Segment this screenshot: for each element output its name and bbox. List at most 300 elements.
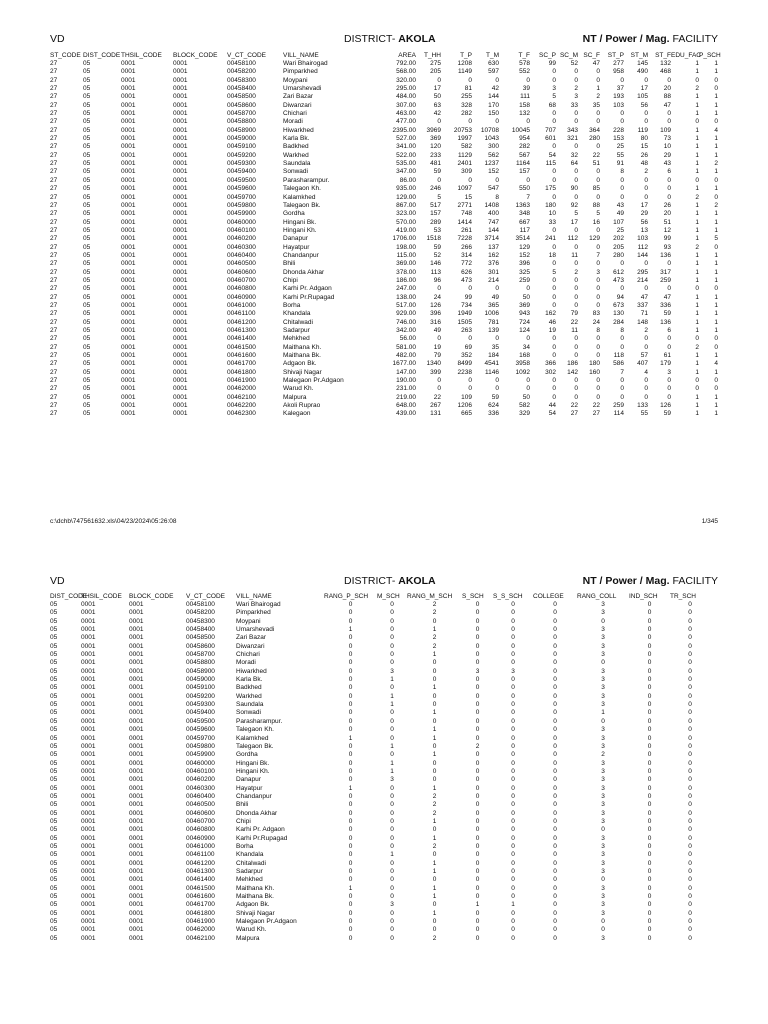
table-cell: 3514 xyxy=(515,235,530,243)
table-cell: 1 xyxy=(695,226,699,234)
table-cell: 00459100 xyxy=(186,684,215,692)
table-cell: 2 xyxy=(714,201,718,209)
table-cell: 29 xyxy=(663,151,671,159)
column-header: V_CT_CODE xyxy=(186,593,226,600)
table-cell: 0 xyxy=(647,851,652,859)
table-cell: Maithana Bk. xyxy=(283,352,321,360)
table-cell: 1 xyxy=(432,909,437,917)
table-cell: Chipi xyxy=(236,817,251,825)
table-row xyxy=(50,77,718,85)
table-cell: Diwanzari xyxy=(283,101,312,109)
table-cell: 5 xyxy=(437,193,441,201)
table-cell: 255 xyxy=(461,93,472,101)
table-cell: 0001 xyxy=(81,659,96,667)
table-cell: 05 xyxy=(50,726,58,734)
table-cell: 54 xyxy=(548,151,556,159)
table-cell: 00459700 xyxy=(227,193,256,201)
table-cell: 0 xyxy=(348,767,353,775)
table-cell: 0 xyxy=(475,601,480,608)
table-cell: 05 xyxy=(50,792,58,800)
table-cell: 473 xyxy=(461,276,472,284)
table-cell: 0001 xyxy=(173,101,188,109)
table-cell: 27 xyxy=(50,160,58,168)
table-cell: Dhonda Akhar xyxy=(283,268,325,276)
table-cell: 2 xyxy=(695,243,699,251)
table-cell: 00461600 xyxy=(186,893,215,901)
table-cell: 1129 xyxy=(458,151,472,159)
table-cell: 419.00 xyxy=(396,226,416,234)
table-cell: 341.00 xyxy=(396,143,416,151)
table-cell: 0001 xyxy=(129,851,144,859)
table-cell: 0 xyxy=(667,335,671,343)
table-cell: 3 xyxy=(601,893,605,901)
table-cell: 0 xyxy=(688,601,692,608)
table-cell: 1 xyxy=(695,168,699,176)
table-cell: 1 xyxy=(432,784,437,792)
table-cell: 0001 xyxy=(121,268,136,276)
table-cell: 0 xyxy=(574,276,578,284)
table-cell: 00462200 xyxy=(227,402,256,410)
table-cell: 0001 xyxy=(129,934,144,942)
table-row xyxy=(50,135,718,143)
table-cell: 3 xyxy=(601,609,605,617)
table-cell: 0 xyxy=(553,851,557,859)
table-cell: 0 xyxy=(475,726,480,734)
table-cell: 05 xyxy=(50,851,58,859)
table-cell: Chichari xyxy=(236,651,260,659)
table-cell: 0 xyxy=(495,335,499,343)
table-cell: 0 xyxy=(667,193,671,201)
table-row xyxy=(50,776,710,784)
table-cell: 139 xyxy=(488,327,499,334)
table-cell: Talegaon Bk. xyxy=(283,201,321,209)
table-cell: 00459900 xyxy=(227,210,256,218)
table-cell: 32 xyxy=(570,151,578,159)
table-cell: 6 xyxy=(667,327,671,334)
table-cell: 52 xyxy=(433,251,441,259)
table-cell: 0001 xyxy=(121,235,136,243)
table-cell: 0 xyxy=(553,601,557,608)
table-cell: 3714 xyxy=(484,235,499,243)
column-header: P_SCH xyxy=(699,52,721,59)
table-cell: 3 xyxy=(475,667,480,675)
table-cell: 648.00 xyxy=(396,402,416,410)
table-cell: 27 xyxy=(50,310,58,318)
table-cell: 4 xyxy=(714,126,718,134)
table-cell: 329 xyxy=(519,410,530,418)
table-cell: 56 xyxy=(640,101,648,109)
table-cell: 1 xyxy=(714,318,718,326)
table-cell: 0 xyxy=(596,301,600,309)
table-cell: 27 xyxy=(50,218,58,226)
table-cell: Warkhed xyxy=(236,692,262,700)
table-row xyxy=(50,244,718,252)
table-cell: 0 xyxy=(511,692,515,700)
table-cell: 27 xyxy=(50,85,58,93)
table-cell: 168 xyxy=(519,352,530,360)
table-cell: 05 xyxy=(50,742,58,750)
table-cell: 0 xyxy=(511,926,515,934)
table-cell: 47 xyxy=(592,60,600,67)
table-cell: 0001 xyxy=(173,110,188,118)
table-cell: 0 xyxy=(714,335,718,343)
column-header: T_P xyxy=(460,52,472,59)
table-cell: 1 xyxy=(390,742,394,750)
table-cell: 16 xyxy=(592,218,600,226)
table-cell: 0001 xyxy=(173,226,188,234)
table-cell: 0 xyxy=(647,893,652,901)
table-cell: Zari Bazar xyxy=(236,634,266,642)
table-cell: 39 xyxy=(522,85,530,93)
table-cell: 0001 xyxy=(173,68,188,76)
table-row xyxy=(50,643,710,651)
table-cell: 0 xyxy=(552,76,556,84)
table-cell: Kalamkhed xyxy=(236,734,269,742)
table-cell: 0 xyxy=(390,734,394,742)
table-cell: 0 xyxy=(688,776,692,784)
table-cell: 1 xyxy=(695,293,699,301)
table-cell: 7 xyxy=(596,251,600,259)
table-cell: 0 xyxy=(688,876,692,884)
table-cell: 0001 xyxy=(173,218,188,226)
column-header: RANG_COLL xyxy=(577,593,617,600)
table-cell: 0 xyxy=(390,751,394,759)
table-cell: 0001 xyxy=(173,310,188,318)
table-cell: 0001 xyxy=(81,776,96,784)
table-cell: 1 xyxy=(714,310,718,318)
table-cell: 1 xyxy=(432,626,437,634)
table-cell: 27 xyxy=(50,293,58,301)
table-cell: 0001 xyxy=(173,352,188,360)
table-cell: 27 xyxy=(50,260,58,268)
table-cell: 0 xyxy=(552,377,556,385)
table-cell: 1149 xyxy=(458,68,472,76)
table-cell: 49 xyxy=(433,327,441,334)
table-cell: 00459200 xyxy=(186,692,215,700)
table-cell: 0 xyxy=(432,701,437,709)
table-cell: 0001 xyxy=(81,918,96,926)
table-cell: 0 xyxy=(495,176,499,184)
table-cell: 05 xyxy=(50,809,58,817)
table-cell: 0 xyxy=(475,701,480,709)
table-cell: 0001 xyxy=(129,751,144,759)
table-cell: 179 xyxy=(660,360,671,368)
table-cell: 152 xyxy=(519,251,530,259)
table-cell: 0 xyxy=(552,226,556,234)
table-cell: 0 xyxy=(475,918,480,926)
table-cell: 2 xyxy=(695,85,699,93)
table-cell: 2 xyxy=(596,93,600,101)
table-cell: 0 xyxy=(714,343,718,351)
table-cell: 0001 xyxy=(173,293,188,301)
table-cell: 0001 xyxy=(121,60,136,67)
table-cell: 0 xyxy=(647,817,652,825)
table-cell: 0 xyxy=(511,626,515,634)
table-cell: 0 xyxy=(688,784,692,792)
table-cell: 0001 xyxy=(121,126,136,134)
table-cell: 59 xyxy=(433,168,441,176)
table-cell: 00459600 xyxy=(186,726,215,734)
village-population-table xyxy=(50,51,721,419)
table-cell: 1 xyxy=(714,135,718,143)
table-cell: 05 xyxy=(83,226,91,234)
table-cell: 0 xyxy=(667,185,671,193)
table-cell: 1 xyxy=(432,868,437,875)
table-cell: 109 xyxy=(461,393,472,401)
table-cell: 0001 xyxy=(173,327,188,334)
table-cell: 0 xyxy=(667,385,671,393)
table-cell: 0 xyxy=(511,909,515,917)
table-cell: 0 xyxy=(574,293,578,301)
table-cell: 0 xyxy=(390,651,394,659)
table-cell: 27 xyxy=(50,385,58,393)
table-cell: 0001 xyxy=(121,101,136,109)
table-cell: 99 xyxy=(548,60,556,67)
table-cell: Badkhed xyxy=(236,684,262,692)
table-cell: 0 xyxy=(390,601,394,608)
table-cell: 180 xyxy=(545,201,556,209)
table-cell: 0001 xyxy=(81,634,96,642)
table-cell: 0001 xyxy=(129,642,144,650)
table-body xyxy=(50,60,718,419)
table-cell: 0001 xyxy=(173,193,188,201)
table-cell: 0001 xyxy=(121,377,136,385)
table-cell: 3 xyxy=(601,601,605,608)
table-cell: 535.00 xyxy=(396,160,416,168)
table-cell: 3 xyxy=(601,909,605,917)
table-cell: 22 xyxy=(592,402,600,410)
table-cell: 2 xyxy=(475,742,480,750)
table-cell: Moypani xyxy=(283,76,308,84)
table-cell: Danapur xyxy=(283,235,308,243)
table-cell: 3 xyxy=(601,859,605,867)
table-cell: 34 xyxy=(522,343,530,351)
table-cell: 00459400 xyxy=(186,709,215,717)
table-cell: 17 xyxy=(433,85,441,93)
table-cell: 0001 xyxy=(129,726,144,734)
table-cell: 1206 xyxy=(457,402,472,410)
table-cell: 25 xyxy=(616,226,624,234)
table-cell: Karla Bk. xyxy=(236,676,263,684)
table-cell: 00460800 xyxy=(186,826,215,834)
table-cell: 0 xyxy=(475,734,480,742)
table-cell: 0 xyxy=(644,343,648,351)
table-cell: 0 xyxy=(647,792,652,800)
table-cell: 0 xyxy=(511,634,515,642)
table-cell: 0 xyxy=(511,792,515,800)
table-cell: 0001 xyxy=(129,684,144,692)
table-cell: 0 xyxy=(688,667,692,675)
table-cell: 24 xyxy=(433,293,441,301)
table-cell: 0 xyxy=(647,642,652,650)
table-cell: 0001 xyxy=(129,634,144,642)
table-cell: 0 xyxy=(667,110,671,118)
table-cell: 2 xyxy=(644,168,648,176)
table-cell: 0 xyxy=(553,617,557,625)
column-header: ST_F xyxy=(655,52,671,59)
table-row xyxy=(50,385,718,393)
table-cell: 347.00 xyxy=(396,168,416,176)
table-cell: 0 xyxy=(647,884,652,892)
table-cell: 152 xyxy=(488,168,499,176)
table-cell: 0 xyxy=(688,701,692,709)
table-cell: 0001 xyxy=(121,68,136,76)
table-cell: 0 xyxy=(553,742,557,750)
table-cell: 00459800 xyxy=(227,201,256,209)
table-cell: 0001 xyxy=(129,617,144,625)
table-cell: 0001 xyxy=(121,110,136,118)
table-cell: 00458900 xyxy=(227,126,256,134)
table-cell: 0001 xyxy=(129,817,144,825)
table-cell: 0 xyxy=(495,76,499,84)
table-cell: 0 xyxy=(695,176,699,184)
table-cell: 137 xyxy=(488,243,499,251)
table-cell: 2 xyxy=(432,934,437,942)
table-cell: 0001 xyxy=(129,601,144,608)
table-cell: 3 xyxy=(596,268,600,276)
table-cell: 00458100 xyxy=(186,601,215,608)
table-cell: 05 xyxy=(83,285,91,293)
table-cell: Parasharampur. xyxy=(236,717,283,725)
table-cell: 118 xyxy=(613,352,624,360)
table-cell: 157 xyxy=(519,168,530,176)
table-cell: 2 xyxy=(432,609,437,617)
table-row xyxy=(50,194,718,202)
table-cell: 0 xyxy=(574,377,578,385)
table-cell: 0001 xyxy=(81,626,96,634)
table-cell: 86.00 xyxy=(399,176,416,184)
table-cell: 0 xyxy=(526,118,530,126)
table-cell: 0 xyxy=(437,335,441,343)
table-cell: 0 xyxy=(644,110,648,118)
table-cell: 0001 xyxy=(81,734,96,742)
table-header-row xyxy=(50,592,710,601)
table-cell: 0 xyxy=(475,767,480,775)
table-cell: 88 xyxy=(663,93,671,101)
table-cell: 1 xyxy=(432,834,437,842)
table-cell: 0001 xyxy=(129,826,144,834)
table-row xyxy=(50,110,718,118)
table-cell: 56 xyxy=(640,218,648,226)
table-cell: 792.00 xyxy=(396,60,416,67)
table-row xyxy=(50,302,718,310)
table-cell: 00458300 xyxy=(186,617,215,625)
table-cell: Dhonda Akhar xyxy=(236,809,278,817)
table-cell: 0 xyxy=(475,642,480,650)
table-cell: 0 xyxy=(553,734,557,742)
table-cell: Adgaon Bk. xyxy=(283,360,317,368)
table-cell: 0 xyxy=(574,352,578,360)
table-cell: 323.00 xyxy=(396,210,416,218)
table-cell: 147.00 xyxy=(396,368,416,376)
table-cell: 117 xyxy=(519,226,530,234)
table-cell: 1 xyxy=(432,859,437,867)
table-cell: 2 xyxy=(644,327,648,334)
table-cell: 0 xyxy=(553,684,557,692)
table-cell: 0 xyxy=(468,377,472,385)
table-cell: 00461300 xyxy=(227,327,256,334)
table-row xyxy=(50,252,718,260)
table-cell: 00460600 xyxy=(227,268,256,276)
table-row xyxy=(50,219,718,227)
table-cell: 1 xyxy=(714,60,718,67)
table-cell: 205 xyxy=(430,68,441,76)
table-cell: 0 xyxy=(553,767,557,775)
table-cell: 119 xyxy=(637,126,648,134)
table-cell: 3 xyxy=(601,759,605,767)
table-cell: 33 xyxy=(548,218,556,226)
table-cell: 1 xyxy=(714,210,718,218)
table-row xyxy=(50,310,718,318)
table-row xyxy=(50,684,710,692)
table-cell: 05 xyxy=(83,276,91,284)
table-cell: 0001 xyxy=(129,918,144,926)
table-cell: Malegaon Pr.Adgaon xyxy=(283,377,344,385)
table-cell: Warud Kh. xyxy=(283,385,314,393)
table-cell: 517.00 xyxy=(396,301,416,309)
table-cell: Talegaon Kh. xyxy=(283,185,321,193)
table-cell: 1043 xyxy=(484,135,499,143)
table-cell: 1 xyxy=(714,293,718,301)
table-cell: 0 xyxy=(596,352,600,360)
table-cell: 0 xyxy=(553,717,557,725)
table-cell: 867.00 xyxy=(396,201,416,209)
table-cell: 0 xyxy=(475,792,480,800)
table-cell: 05 xyxy=(50,884,58,892)
table-cell: Chandanpur xyxy=(236,792,272,800)
table-cell: 05 xyxy=(83,251,91,259)
table-row xyxy=(50,260,718,268)
table-cell: 1363 xyxy=(515,201,530,209)
table-cell: 0 xyxy=(688,918,692,926)
table-cell: 112 xyxy=(637,243,648,251)
table-cell: Chitalwadi xyxy=(283,318,313,326)
table-cell: 0 xyxy=(390,826,394,834)
table-cell: 00458800 xyxy=(227,118,256,126)
table-row xyxy=(50,152,718,160)
table-cell: 0001 xyxy=(129,717,144,725)
table-cell: 0 xyxy=(432,767,437,775)
table-cell: 0 xyxy=(688,792,692,800)
table-cell: 85 xyxy=(592,185,600,193)
table-row xyxy=(50,851,710,859)
table-cell: 0001 xyxy=(129,901,144,909)
table-cell: 0 xyxy=(620,260,624,268)
table-cell: 0 xyxy=(495,385,499,393)
table-cell: 0001 xyxy=(173,318,188,326)
table-cell: 00461200 xyxy=(186,859,215,867)
table-cell: 0001 xyxy=(173,360,188,368)
table-cell: 0001 xyxy=(81,684,96,692)
table-cell: 0001 xyxy=(81,701,96,709)
table-cell: Sadarpur xyxy=(283,327,310,334)
table-cell: 0 xyxy=(647,601,652,608)
table-cell: 0001 xyxy=(129,659,144,667)
table-cell: 186 xyxy=(567,360,578,368)
table-cell: 399 xyxy=(430,368,441,376)
table-cell: 0 xyxy=(647,659,652,667)
table-cell: 0 xyxy=(596,343,600,351)
table-cell: 0 xyxy=(553,934,557,942)
table-cell: 0 xyxy=(695,76,699,84)
table-cell: 0 xyxy=(647,692,652,700)
table-cell: 231.00 xyxy=(396,385,416,393)
table-row xyxy=(50,893,710,901)
table-cell: 146 xyxy=(430,260,441,268)
table-cell: 0 xyxy=(647,859,652,867)
table-cell: 5 xyxy=(552,93,556,101)
table-cell: 958 xyxy=(613,68,624,76)
